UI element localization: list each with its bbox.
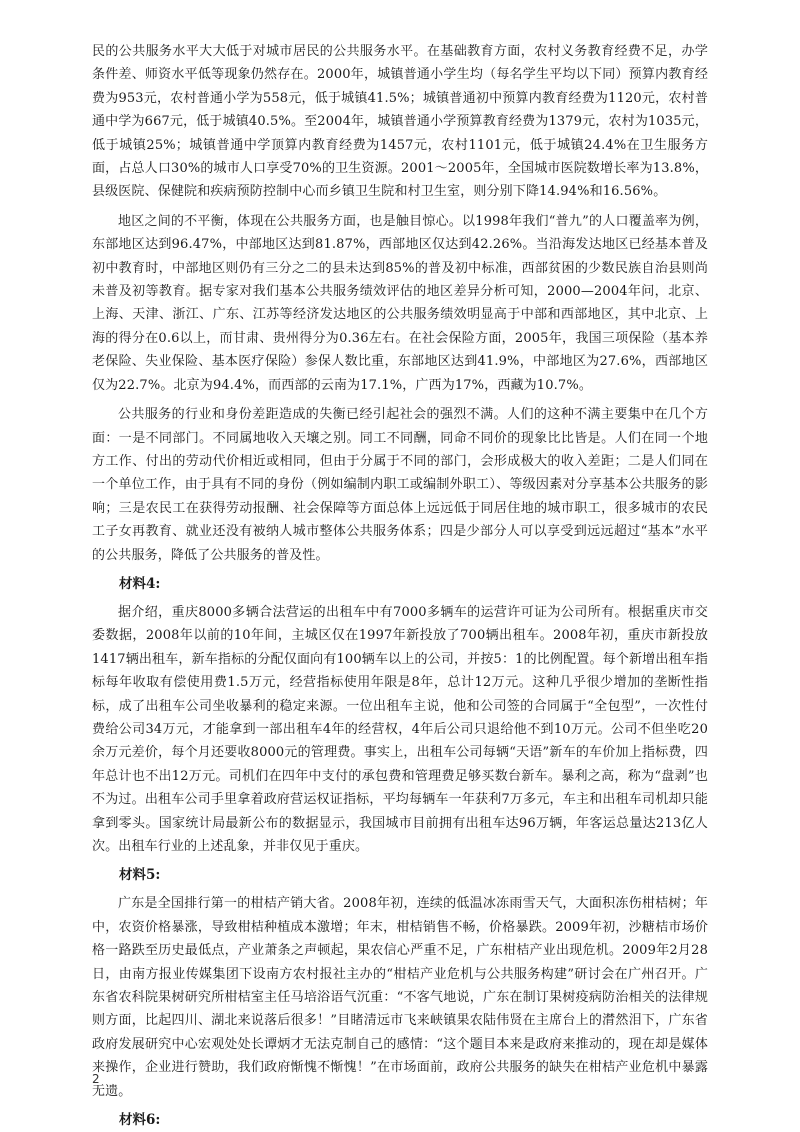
material-5-heading: 材料5: bbox=[119, 867, 161, 884]
paragraph-regional-imbalance: 地区之间的不平衡，体现在公共服务方面，也是触目惊心。以1998年我们“普九”的人口覆盖率为例，东部地区达到96.47%，中部地区达到81.87%，西部地区仅达到42.26%。当沿海发达地区已经基本普及初中教育时，中部地区则仍有三分之二的县未达到85%的普及初中标准，西部贫困的少数民族自治县则尚未普及初等教育。据专家对我们基本公共服务绩效评估的地区差异分析可知，2000—2004年问，北京、上海、天津、浙江、广东、江苏等经济发达地区的公共服务绩效明显高于中部和西部地区，其中北京、上海的得分在0.6以上，而甘肃、贵州得分为0.36左右。在社会保险方面，2005年，我国三项保险（基本养老保险、失业保险、基本医疗保险）参保人数比重，东部地区达到41.9%，中部地区为27.6%，西部地区仅为22.7%。北京为94.4%，而西部的云南为17.1%，广西为17%，西藏为10.7%。 bbox=[92, 213, 708, 393]
paragraph-industry-identity-gap: 公共服务的行业和身份差距造成的失衡已经引起社会的强烈不满。人们的这种不满主要集中在几个方面：一是不同部门。不同属地收入天壤之别。同工不同酬，同命不同价的现象比比皆是。人们在同一个地方工作、付出的劳动代价相近或相同，但由于分属于不同的部门，会形成极大的收入差距；二是人们同在一个单位工作，由于具有不同的身份（例如编制内职工或编制外职工）、等级因素对分享基本公共服务的影响；三是农民工在获得劳动报酬、社会保障等方面总体上远远低于同居住地的城市职工，很多城市的农民工子女再教育、就业还没有被纳人城市整体公共服务体系；四是少部分人可以享受到远远超过“基本”水平的公共服务，降低了公共服务的普及性。 bbox=[92, 407, 708, 563]
material-4-text: 据介绍，重庆8000多辆合法营运的出租车中有7000多辆车的运营许可证为公司所有。根据重庆市交委数据，2008年以前的10年间，主城区仅在1997年新投放了700辆出租车。2008年初，重庆市新投放1417辆出租车，新车指标的分配仅面向有100辆车以上的公司，并按5：1的比例配置。每个新增出租车指标每年收取有偿使用费1.5万元，经营指标使用年限是8年，总计12万元。这种几乎很少增加的垄断性指标，成了出租车公司坐收暴利的稳定来源。一位出租车主说，他和公司签的合同属于“全包型”，一次性付费给公司34万元，才能拿到一部出租车4年的经营权，4年后公司只退给他不到10万元。公司不但坐吃20余万元差价，每个月还要收8000元的管理费。事实上，出租车公司每辆“天语”新车的车价加上指标费，四年总计也不出12万元。司机们在四年中支付的承包费和管理费足够买数台新车。暴利之高，称为“盘剥”也不为过。出租车公司手里拿着政府营运权证指标，平均每辆车一年获利7万多元，车主和出租车司机却只能拿到零头。国家统计局最新公布的数据显示，我国城市目前拥有出租车达96万辆，年客运总量达213亿人次。出租车行业的上述乱象，并非仅见于重庆。 bbox=[92, 604, 708, 854]
material-5-text: 广东是全国排行第一的柑桔产销大省。2008年初，连续的低温冰冻雨雪天气，大面积冻伤柑桔树；年中，农资价格暴涨，导致柑桔种植成本激增；年末，柑桔销售不畅，价格暴跌。2009年初，沙糖桔市场价格一路跌至历史最低点，产业萧条之声顿起，果农信心严重不足，广东柑桔产业出现危机。2009年2月28日，由南方报业传媒集团下设南方农村报社主办的“柑桔产业危机与公共服务构建”研讨会在广州召开。广东省农科院果树研究所柑桔室主任马培浴语气沉重：“不客气地说，广东在制订果树疫病防治相关的法律规则方面，比起四川、湖北来说落后很多！”目睹清远市飞来峡镇果农陆伟贤在主席台上的潸然泪下，广东省政府发展研究中心宏观处处长谭炳才无法克制自己的感情：“这个题目本来是政府来推动的，现在却是媒体来操作，企业进行赞助，我们政府惭愧不惭愧！”在市场面前，政府公共服务的缺失在柑桔产业危机中暴露无遗。 bbox=[92, 896, 708, 1099]
page-number: 2 bbox=[92, 1072, 100, 1086]
paragraph-public-service-urban-rural: 民的公共服务水平大大低于对城市居民的公共服务水平。在基础教育方面，农村义务教育经费不足，办学条件差、师资水平低等现象仍然存在。2000年，城镇普通小学生均（每名学生平均以下同）预算内教育经费为953元，农村普通小学为558元，低于城镇41.5%；城镇普通初中预算内教育经费为1120元，农村普通中学为667元，低于城镇40.5%。至2004年，城镇普通小学预算教育经费为1379元，农村为1035元，低于城镇25%；城镇普通中学顶算内教育经费为1457元，农村1101元，低于城镇24.4%在卫生服务方面，占总人口30%的城市人口享受70%的卫生资源。2001～2005年，全国城市医院数增长率为13.8%，县级医院、保健院和疾病预防控制中心而乡镇卫生院和村卫生室，则分别下降14.94%和16.56%。 bbox=[92, 44, 708, 200]
material-6-heading: 材料6: bbox=[119, 1112, 161, 1129]
material-4-heading: 材料4: bbox=[119, 575, 161, 592]
